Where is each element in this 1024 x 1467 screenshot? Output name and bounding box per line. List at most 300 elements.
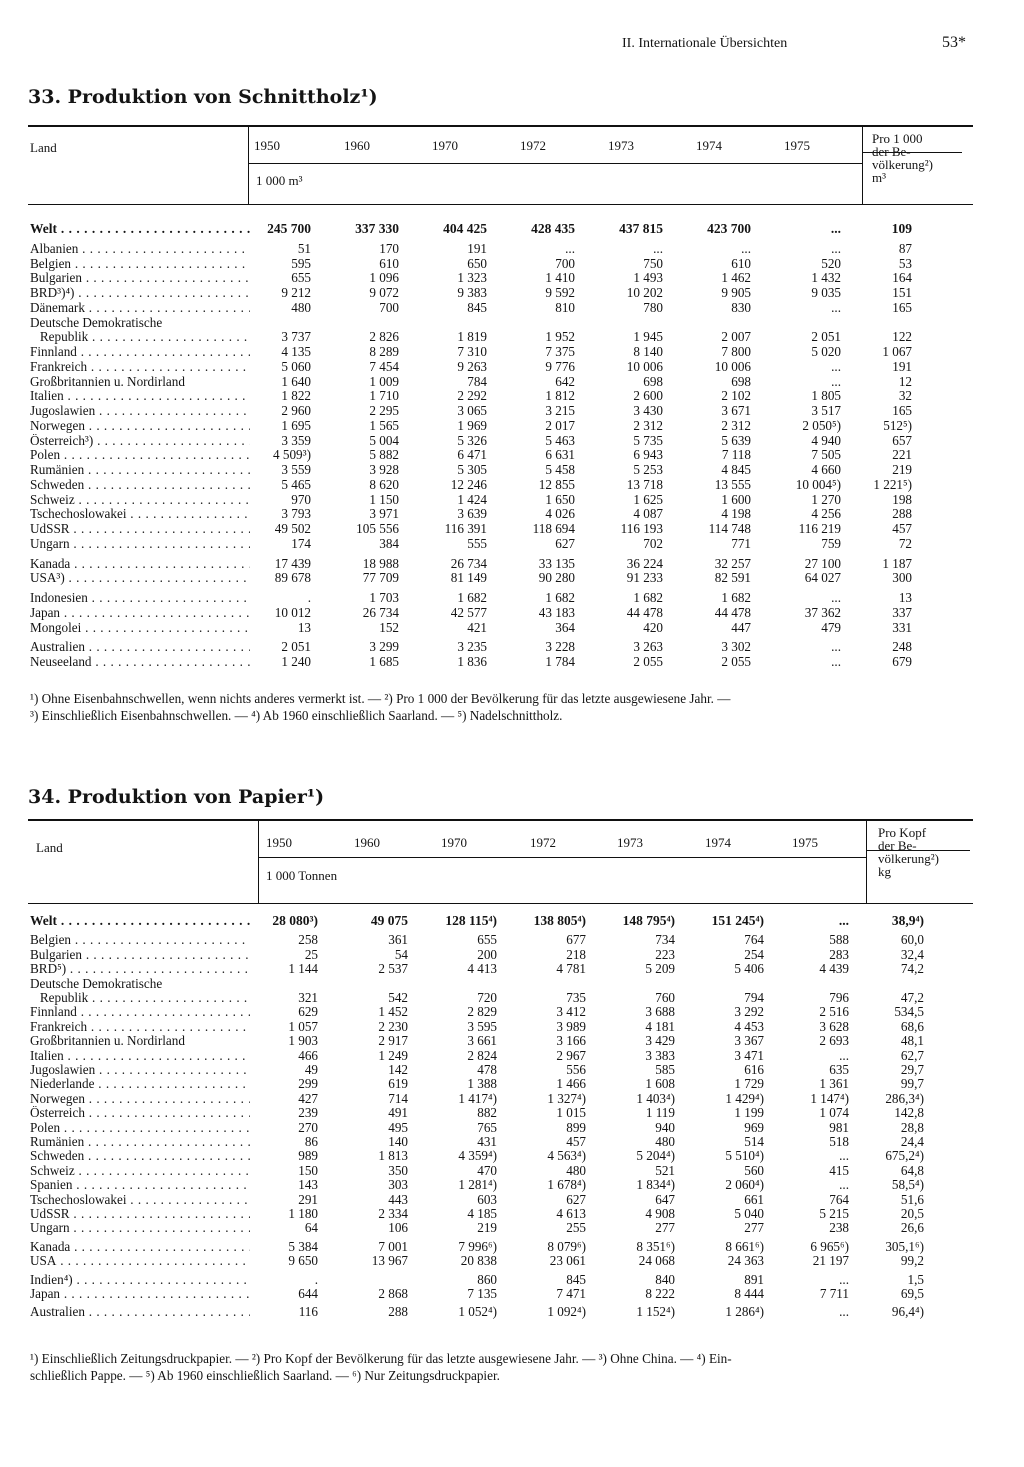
per-capita-cell: 12: [898, 373, 912, 389]
value-cell: 480: [566, 1162, 586, 1178]
value-cell: ...: [830, 221, 841, 236]
value-cell: 2 334: [378, 1206, 408, 1221]
value-cell: 89 678: [274, 570, 311, 586]
value-cell: 1 682: [721, 590, 751, 605]
per-capita-cell: 164: [892, 270, 912, 286]
value-cell: 4 908: [645, 1206, 675, 1221]
value-cell: 7 454: [369, 358, 399, 374]
value-cell: 91 233: [626, 570, 663, 586]
value-cell: 2 050⁵): [802, 417, 841, 433]
country-name: Ungarn . . .: [30, 537, 250, 551]
value-cell: 2 967: [556, 1047, 586, 1063]
table-row: [0, 271, 1024, 285]
value-cell: 2 102: [721, 388, 751, 404]
country-name: Rumänien . . .: [30, 463, 250, 477]
country-name: Albanien . . .: [30, 242, 250, 256]
country-name: Polen . . .: [30, 448, 250, 462]
country-name: Belgien . . .: [30, 933, 250, 947]
year-header: 1973: [617, 835, 643, 850]
value-cell: 239: [298, 1105, 318, 1121]
value-cell: 7 375: [545, 344, 575, 359]
country-name: Australien . . .: [30, 640, 250, 654]
value-cell: 118 694: [532, 521, 575, 536]
value-cell: 49 502: [274, 521, 311, 536]
per-capita-cell: 337: [892, 604, 912, 620]
value-cell: 1 074: [819, 1105, 849, 1121]
value-cell: 760: [655, 990, 675, 1005]
value-cell: 223: [655, 946, 675, 962]
value-cell: 1 057: [288, 1018, 318, 1034]
per-capita-cell: 1 067: [882, 344, 912, 359]
value-cell: 2 868: [378, 1286, 408, 1301]
value-cell: 24 068: [638, 1253, 675, 1269]
value-cell: 12 246: [450, 476, 487, 492]
per-capita-cell: 165: [892, 403, 912, 418]
country-name: Niederlande . . .: [30, 1077, 250, 1091]
value-cell: 3 671: [721, 403, 751, 418]
value-cell: 7 135: [467, 1286, 497, 1301]
value-cell: 2 051: [281, 639, 311, 655]
country-name: Großbritannien u. Nordirland: [30, 374, 185, 389]
country-name: Norwegen . . .: [30, 1092, 250, 1106]
value-cell: 7 118: [721, 447, 751, 463]
value-cell: 1 784: [545, 654, 575, 669]
value-cell: 3 359: [281, 432, 311, 448]
table-row: [0, 375, 1024, 389]
per-capita-cell: 13: [898, 590, 912, 605]
value-cell: 2 292: [457, 388, 487, 404]
value-cell: 647: [655, 1191, 675, 1207]
value-cell: 9 212: [281, 285, 311, 300]
value-cell: 255: [566, 1220, 586, 1236]
value-cell: 44 478: [714, 604, 751, 620]
value-cell: 520: [821, 255, 841, 271]
per-capita-cell: 657: [892, 432, 912, 448]
value-cell: 2 826: [369, 329, 399, 345]
table-top-rule: [28, 125, 973, 127]
table-row: [0, 1135, 1024, 1149]
value-cell: 457: [566, 1134, 586, 1149]
value-cell: 28 080³): [272, 913, 318, 928]
value-cell: 560: [744, 1162, 764, 1178]
value-cell: 238: [829, 1220, 849, 1236]
value-cell: 4 453: [734, 1018, 764, 1034]
value-cell: 18 988: [362, 555, 399, 571]
table-row: [0, 507, 1024, 521]
table-row: [0, 606, 1024, 620]
value-cell: 3 517: [811, 403, 841, 418]
value-cell: 4 026: [545, 506, 575, 522]
value-cell: 361: [388, 932, 408, 948]
year-header: 1950: [266, 835, 292, 850]
year-rule: [248, 163, 862, 164]
per-capita-cell: 305,1⁶): [885, 1238, 924, 1254]
table-row: [0, 1106, 1024, 1120]
value-cell: 8 222: [645, 1286, 675, 1301]
value-cell: .: [314, 1271, 318, 1287]
value-cell: 644: [298, 1286, 318, 1301]
value-cell: 3 429: [645, 1033, 675, 1049]
table-row: [0, 389, 1024, 403]
table-row: [0, 1063, 1024, 1077]
value-cell: 1 052⁴): [458, 1304, 497, 1320]
value-cell: 10 006: [714, 358, 751, 374]
value-cell: 6 965⁶): [810, 1238, 849, 1254]
value-cell: 702: [643, 535, 663, 551]
value-cell: 7 800: [721, 344, 751, 359]
value-cell: 1 432: [811, 270, 841, 286]
table-row: [0, 948, 1024, 962]
country-name: Schweden . . .: [30, 1149, 250, 1163]
country-name: Schweiz . . .: [30, 493, 250, 507]
country-name: Japan . . .: [30, 1287, 250, 1301]
value-cell: 116: [298, 1304, 318, 1320]
country-name: Tschechoslowakei . . .: [30, 507, 250, 521]
value-cell: ...: [831, 373, 841, 389]
value-cell: ...: [839, 1304, 849, 1320]
value-cell: 3 559: [281, 462, 311, 477]
year-header: 1960: [354, 835, 380, 850]
table-row: [0, 301, 1024, 315]
value-cell: 64: [304, 1220, 318, 1236]
country-name: Kanada . . .: [30, 557, 250, 571]
country-name: UdSSR . . .: [30, 1207, 250, 1221]
value-cell: 7 711: [819, 1286, 849, 1301]
table-row: [0, 991, 1024, 1005]
country-name: Neuseeland . . .: [30, 655, 250, 669]
value-cell: 27 100: [804, 555, 841, 571]
value-cell: 1 682: [545, 590, 575, 605]
country-name: Spanien . . .: [30, 1178, 250, 1192]
value-cell: 764: [829, 1191, 849, 1207]
value-cell: 431: [477, 1134, 497, 1149]
value-cell: 556: [566, 1062, 586, 1077]
value-cell: 2 051: [811, 329, 841, 345]
value-cell: 10 012: [274, 604, 311, 620]
value-cell: 10 202: [626, 285, 663, 300]
value-cell: 1 240: [281, 654, 311, 669]
value-cell: 845: [467, 299, 487, 315]
table-row: [0, 1193, 1024, 1207]
value-cell: 478: [477, 1062, 497, 1077]
value-cell: ...: [839, 1177, 849, 1193]
value-cell: 1 417⁴): [458, 1090, 497, 1106]
value-cell: 81 149: [450, 570, 487, 586]
value-cell: 1 813: [378, 1148, 408, 1164]
value-cell: 735: [566, 990, 586, 1005]
country-name: Japan . . .: [30, 606, 250, 620]
country-name: Welt . . .: [30, 222, 250, 236]
value-cell: 420: [643, 619, 663, 635]
value-cell: 8 289: [369, 344, 399, 359]
value-cell: 1 650: [545, 491, 575, 507]
value-cell: 21 197: [812, 1253, 849, 1269]
value-cell: 10 006: [626, 358, 663, 374]
per-capita-cell: 1 187: [882, 555, 912, 571]
value-cell: 2 055: [721, 654, 751, 669]
year-header: 1975: [792, 835, 818, 850]
value-cell: 7 471: [556, 1286, 586, 1301]
value-cell: 54: [394, 946, 408, 962]
value-cell: 970: [291, 491, 311, 507]
value-cell: 4 413: [467, 961, 497, 977]
value-cell: 1 625: [633, 491, 663, 507]
value-cell: 8 079⁶): [547, 1238, 586, 1254]
value-cell: 794: [744, 990, 764, 1005]
value-cell: 219: [477, 1220, 497, 1236]
per-capita-cell: 675,2⁴): [885, 1148, 924, 1164]
table-row: [0, 962, 1024, 976]
column-divider: [248, 126, 249, 204]
value-cell: 642: [555, 373, 575, 389]
value-cell: 5 465: [281, 476, 311, 492]
value-cell: 830: [731, 299, 751, 315]
value-cell: 303: [388, 1177, 408, 1193]
value-cell: 443: [388, 1191, 408, 1207]
value-cell: 969: [744, 1119, 764, 1135]
per-capita-cell: 24,4: [900, 1134, 924, 1149]
value-cell: 24 363: [727, 1253, 764, 1269]
value-cell: 191: [467, 240, 487, 256]
year-header: 1960: [344, 138, 370, 153]
table-row: [0, 1005, 1024, 1019]
per-capita-cell: 53: [898, 255, 912, 271]
value-cell: 5 882: [369, 447, 399, 463]
value-cell: 142: [388, 1062, 408, 1077]
value-cell: 521: [655, 1162, 675, 1178]
country-name: Indonesien . . .: [30, 591, 250, 605]
value-cell: 771: [731, 535, 751, 551]
country-name: Republik . . .: [30, 991, 250, 1005]
country-name: Rumänien . . .: [30, 1135, 250, 1149]
per-capita-cell: 47,2: [900, 990, 924, 1005]
per-capita-cell: 512⁵): [883, 417, 912, 433]
table-row: [0, 419, 1024, 433]
table-row: [0, 977, 1024, 991]
value-cell: 4 135: [281, 344, 311, 359]
value-cell: .: [307, 590, 311, 605]
table-row: [0, 1221, 1024, 1235]
value-cell: 4 359⁴): [458, 1148, 497, 1164]
value-cell: 1 361: [819, 1076, 849, 1092]
country-name: Mongolei . . .: [30, 621, 250, 635]
per-capita-cell: 72: [898, 535, 912, 551]
country-name: Österreich³) . . .: [30, 434, 250, 448]
table-row: [0, 330, 1024, 344]
value-cell: 43 183: [538, 604, 575, 620]
value-cell: 138 805⁴): [533, 913, 586, 928]
value-cell: ...: [838, 913, 849, 928]
value-cell: 610: [379, 255, 399, 271]
table-row: [0, 1149, 1024, 1163]
value-cell: 5 253: [633, 462, 663, 477]
table-title: 34. Produktion von Papier¹): [28, 786, 325, 808]
value-cell: 1 969: [457, 417, 487, 433]
value-cell: 2 537: [378, 961, 408, 977]
table-row: [0, 522, 1024, 536]
value-cell: 44 478: [626, 604, 663, 620]
value-cell: 1 695: [281, 417, 311, 433]
value-cell: 5 510⁴): [725, 1148, 764, 1164]
table-row: [0, 1049, 1024, 1063]
value-cell: 2 693: [819, 1033, 849, 1049]
value-cell: 277: [744, 1220, 764, 1236]
value-cell: 899: [566, 1119, 586, 1135]
per-capita-cell: 96,4⁴): [891, 1304, 924, 1320]
value-cell: 86: [304, 1134, 318, 1149]
value-cell: 82 591: [714, 570, 751, 586]
value-cell: 1 119: [645, 1105, 675, 1121]
value-cell: 5 209: [645, 961, 675, 977]
value-cell: 9 592: [545, 285, 575, 300]
value-cell: 514: [744, 1134, 764, 1149]
value-cell: 140: [388, 1134, 408, 1149]
value-cell: 4 198: [721, 506, 751, 522]
table-row: [0, 1077, 1024, 1091]
value-cell: 2 600: [633, 388, 663, 404]
value-cell: 151 245⁴): [711, 913, 764, 928]
value-cell: 845: [566, 1271, 586, 1287]
value-cell: 2 824: [467, 1047, 497, 1063]
value-cell: ...: [831, 299, 841, 315]
year-header: 1972: [530, 835, 556, 850]
per-capita-cell: 58,5⁴): [891, 1177, 924, 1193]
value-cell: 470: [477, 1162, 497, 1178]
value-cell: 3 299: [369, 639, 399, 655]
value-cell: 796: [829, 990, 849, 1005]
per-capita-cell: 51,6: [900, 1191, 924, 1207]
country-name: Belgien . . .: [30, 257, 250, 271]
value-cell: 1 945: [633, 329, 663, 345]
country-name: USA . . .: [30, 1254, 250, 1268]
value-cell: 1 452: [378, 1004, 408, 1020]
per-capita-cell: 151: [892, 285, 912, 300]
value-cell: 616: [744, 1062, 764, 1077]
per-capita-cell: 87: [898, 240, 912, 256]
table-row: [0, 1034, 1024, 1048]
per-capita-cell: 48,1: [900, 1033, 924, 1049]
value-cell: 6 471: [457, 447, 487, 463]
table-row: [0, 222, 1024, 236]
value-cell: 1 678⁴): [547, 1177, 586, 1193]
footnotes: [30, 690, 990, 724]
per-capita-cell: 248: [892, 639, 912, 655]
value-cell: 610: [731, 255, 751, 271]
table-row: [0, 478, 1024, 492]
value-cell: ...: [839, 1148, 849, 1164]
per-capita-cell: 331: [892, 619, 912, 635]
value-cell: 1 199: [734, 1105, 764, 1121]
value-cell: 780: [643, 299, 663, 315]
value-cell: 1 410: [545, 270, 575, 286]
value-cell: 750: [643, 255, 663, 271]
value-cell: 291: [298, 1191, 318, 1207]
value-cell: 4 181: [645, 1018, 675, 1034]
footnote-line: ¹) Einschließlich Zeitungsdruckpapier. — ²) Pro Kopf der Bevölkerung für das letzte ausgewiesene Jahr. — ³) Ohne China. — ⁴) Ein-: [30, 1351, 732, 1366]
value-cell: 428 435: [531, 221, 575, 236]
value-cell: 1 682: [633, 590, 663, 605]
value-cell: 1 323: [457, 270, 487, 286]
value-cell: 3 971: [369, 506, 399, 522]
year-header: 1974: [705, 835, 731, 850]
table-top-rule: [28, 819, 973, 821]
value-cell: 1 015: [556, 1105, 586, 1121]
country-name: Bulgarien . . .: [30, 948, 250, 962]
value-cell: 3 661: [467, 1033, 497, 1049]
table-row: [0, 621, 1024, 635]
value-cell: 3 383: [645, 1047, 675, 1063]
per-capita-cell: 69,5: [900, 1286, 924, 1301]
value-cell: 5 735: [633, 432, 663, 448]
value-cell: 1 327⁴): [547, 1090, 586, 1106]
value-cell: 10 004⁵): [795, 476, 841, 492]
value-cell: 64 027: [804, 570, 841, 586]
country-name: Frankreich . . .: [30, 1020, 250, 1034]
value-cell: 404 425: [443, 221, 487, 236]
value-cell: 4 940: [811, 432, 841, 448]
footnote-line: ¹) Ohne Eisenbahnschwellen, wenn nichts anderes vermerkt ist. — ²) Pro 1 000 der Bevölkerung für das letzte ausgewiesene Jahr. —: [30, 691, 731, 706]
value-cell: 784: [467, 373, 487, 389]
value-cell: 1 729: [734, 1076, 764, 1092]
value-cell: 13 718: [626, 476, 663, 492]
value-cell: 629: [298, 1004, 318, 1020]
value-cell: 245 700: [267, 221, 311, 236]
country-name: Deutsche Demokratische: [30, 976, 163, 991]
value-cell: 3 412: [556, 1004, 586, 1020]
value-cell: 1 812: [545, 388, 575, 404]
value-cell: 9 776: [545, 358, 575, 374]
value-cell: 1 150: [369, 491, 399, 507]
country-name: Schweiz . . .: [30, 1164, 250, 1178]
value-cell: 603: [477, 1191, 497, 1207]
value-cell: 7 996⁶): [458, 1238, 497, 1254]
value-cell: 1 096: [369, 270, 399, 286]
value-cell: 143: [298, 1177, 318, 1193]
per-capita-cell: 62,7: [900, 1047, 924, 1063]
country-name: Großbritannien u. Nordirland: [30, 1034, 185, 1049]
per-capita-cell: 286,3⁴): [885, 1090, 924, 1106]
table-row: [0, 286, 1024, 300]
value-cell: 7 001: [378, 1238, 408, 1254]
value-cell: 116 193: [620, 521, 663, 536]
country-name: UdSSR . . .: [30, 522, 250, 536]
unit-label: 1 000 m³: [256, 173, 303, 188]
value-cell: 5 639: [721, 432, 751, 448]
value-cell: 2 060⁴): [725, 1177, 764, 1193]
table-row: [0, 933, 1024, 947]
percap-header: Pro 1 000 der Be- völkerung²) m³: [872, 131, 933, 185]
country-name: Bulgarien . . .: [30, 271, 250, 285]
value-cell: 720: [477, 990, 497, 1005]
value-cell: 1 822: [281, 388, 311, 404]
value-cell: 437 815: [619, 221, 663, 236]
value-cell: 1 819: [457, 329, 487, 345]
value-cell: 5 458: [545, 462, 575, 477]
value-cell: 4 509³): [272, 447, 311, 463]
value-cell: 4 660: [811, 462, 841, 477]
header-bottom-rule: [28, 204, 973, 205]
value-cell: 1 462: [721, 270, 751, 286]
year-header: 1974: [696, 138, 722, 153]
per-capita-cell: 221: [892, 447, 912, 463]
unit-label: 1 000 Tonnen: [266, 868, 338, 883]
country-name: Frankreich . . .: [30, 360, 250, 374]
value-cell: 588: [829, 932, 849, 948]
value-cell: ...: [831, 590, 841, 605]
value-cell: ...: [831, 654, 841, 669]
value-cell: 5 406: [734, 961, 764, 977]
table-row: [0, 1092, 1024, 1106]
